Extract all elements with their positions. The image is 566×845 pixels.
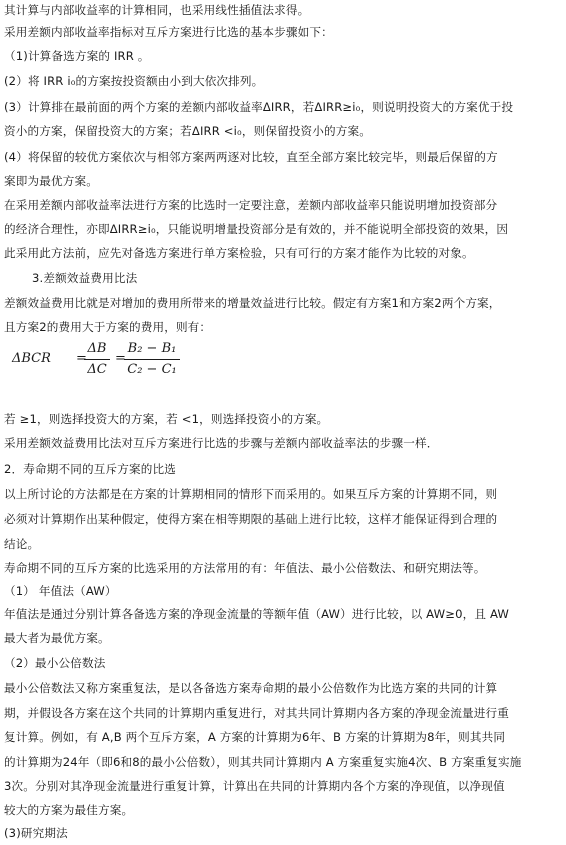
text-line: 寿命期不同的互斥方案的比选采用的方法常用的有：年值法、最小公倍数法、和研究期法等。 <box>4 561 486 575</box>
text-line: （1)计算备选方案的 IRR 。 <box>4 49 150 63</box>
text-line: 的经济合理性，亦即ΔIRR≥i₀，只能说明增量投资部分是有效的，并不能说明全部投资的效果，因 <box>4 222 509 236</box>
formula-fraction-difference <box>124 340 180 379</box>
text-line: 的计算期为24年（即6和8的最小公倍数），则其共同计算期内 A 方案重复实施4次、B 方案重复实施 <box>4 755 522 769</box>
formula-fraction-delta <box>84 340 110 379</box>
formula-equals: = <box>76 351 87 366</box>
text-line: 最大者为最优方案。 <box>4 631 110 645</box>
text-line: 资小的方案，保留投资大的方案；若ΔIRR <i₀，则保留投资小的方案。 <box>4 124 372 138</box>
text-line: 且方案2的费用大于方案的费用，则有： <box>4 320 212 334</box>
formula-denominator: ΔC <box>87 362 107 377</box>
text-line: 若 ≥1，则选择投资大的方案，若 <1，则选择投资小的方案。 <box>4 412 329 426</box>
text-line: 最小公倍数法又称方案重复法，是以各备选方案寿命期的最小公倍数作为比选方案的共同的计算 <box>4 681 498 695</box>
text-line: 此采用此方法前，应先对备选方案进行单方案检验，只有可行的方案才能作为比较的对象。 <box>4 246 474 260</box>
subsection-heading: (3)研究期法 <box>4 826 68 840</box>
section-heading: 3.差额效益费用比法 <box>32 271 138 285</box>
text-line: 期，并假设各方案在这个共同的计算期内重复进行，对其共同计算期内各方案的净现金流量进行重 <box>4 706 509 720</box>
text-line: 差额效益费用比就是对增加的费用所带来的增量效益进行比较。假定有方案1和方案2两个方案， <box>4 296 501 310</box>
subsection-heading: （1） 年值法（AW） <box>4 584 117 598</box>
text-line: (2）将 IRR i₀的方案按投资额由小到大依次排列。 <box>4 74 264 88</box>
formula-denominator: C₂ − C₁ <box>127 362 177 377</box>
formula-numerator: ΔB <box>87 341 107 356</box>
formula-lhs: ΔBCR <box>12 351 51 366</box>
text-line: 以上所讨论的方法都是在方案的计算期相同的情形下而采用的。如果互斥方案的计算期不同，则 <box>4 487 498 501</box>
subsection-heading: （2）最小公倍数法 <box>4 656 106 670</box>
formula-delta-bcr <box>12 336 212 386</box>
text-line: 结论。 <box>4 537 40 551</box>
text-line: 年值法是通过分别计算各备选方案的净现金流量的等额年值（AW）进行比较，以 AW≥0，且 AW <box>4 607 510 621</box>
fraction-bar <box>124 359 180 360</box>
text-line: 复计算。例如，有 A,B 两个互斥方案，A 方案的计算期为6年、B 方案的计算期为8年，则其共同 <box>4 730 506 744</box>
text-line: 采用差额效益费用比法对互斥方案进行比选的步骤与差额内部收益率法的步骤一样． <box>4 436 439 450</box>
text-line: 在采用差额内部收益率法进行方案的比选时一定要注意，差额内部收益率只能说明增加投资部分 <box>4 198 498 212</box>
fraction-bar <box>84 359 110 360</box>
text-line: 必须对计算期作出某种假定，使得方案在相等期限的基础上进行比较，这样才能保证得到合理的 <box>4 512 498 526</box>
text-line: (3）计算排在最前面的两个方案的差额内部收益率ΔIRR，若ΔIRR≥i₀，则说明投资大的方案优于投 <box>4 100 514 114</box>
section-heading: 2．寿命期不同的互斥方案的比选 <box>4 462 176 476</box>
formula-equals: = <box>115 351 126 366</box>
text-line: 采用差额内部收益率指标对互斥方案进行比选的基本步骤如下： <box>4 25 333 39</box>
text-line: 3次。分别对其净现金流量进行重复计算，计算出在共同的计算期内各个方案的净现值，以净现值 <box>4 779 505 793</box>
text-line: 其计算与内部收益率的计算相同，也采用线性插值法求得。 <box>4 3 310 17</box>
formula-numerator: B₂ − B₁ <box>127 341 177 356</box>
text-line: (4）将保留的较优方案依次与相邻方案两两逐对比较，直至全部方案比较完毕，则最后保留的方 <box>4 150 498 164</box>
text-line: 案即为最优方案。 <box>4 174 98 188</box>
text-line: 较大的方案为最佳方案。 <box>4 803 134 817</box>
